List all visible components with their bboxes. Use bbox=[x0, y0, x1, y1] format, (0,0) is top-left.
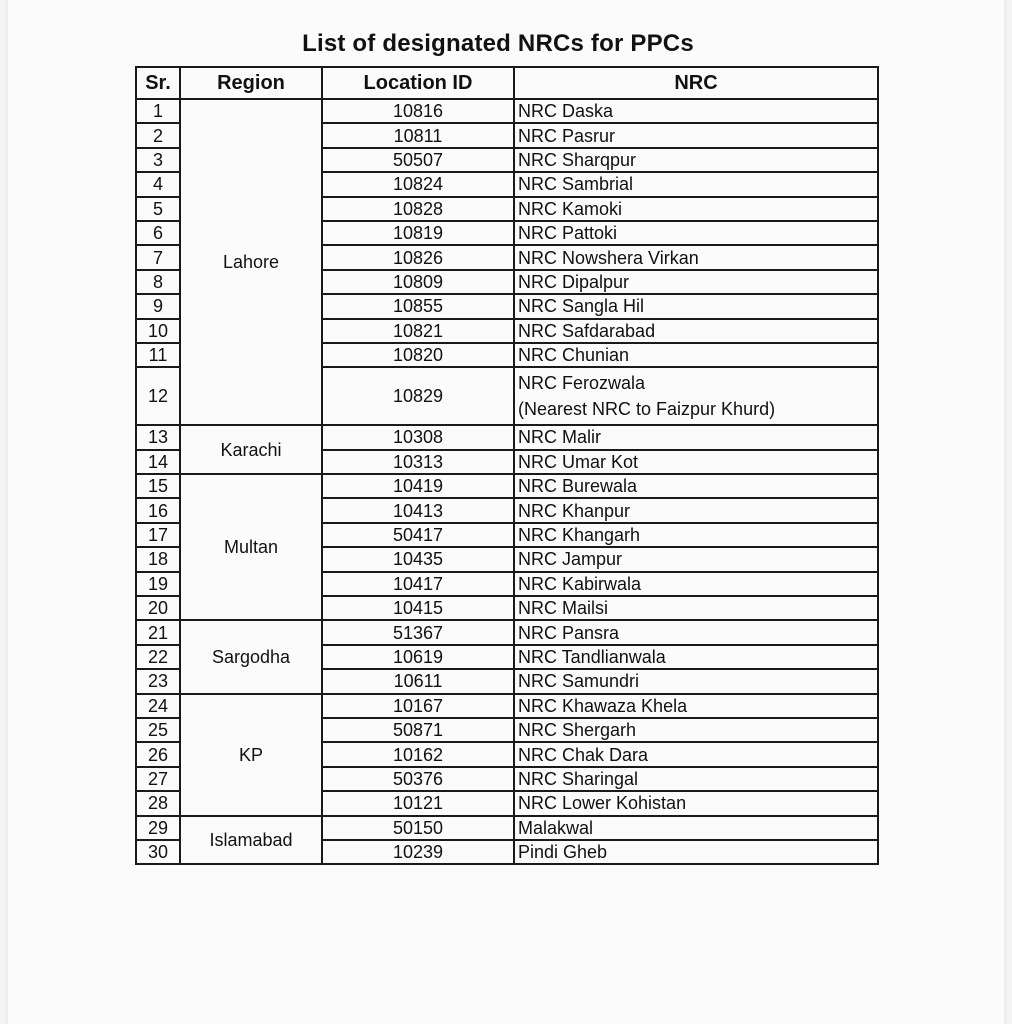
cell-sr: 10 bbox=[136, 319, 180, 343]
cell-sr: 24 bbox=[136, 694, 180, 718]
cell-sr: 1 bbox=[136, 99, 180, 123]
cell-location-id: 50417 bbox=[322, 523, 514, 547]
cell-sr: 20 bbox=[136, 596, 180, 620]
cell-nrc: NRC Nowshera Virkan bbox=[514, 245, 878, 269]
cell-nrc: NRC Chak Dara bbox=[514, 742, 878, 766]
cell-nrc: NRC Pasrur bbox=[514, 123, 878, 147]
cell-sr: 30 bbox=[136, 840, 180, 864]
cell-location-id: 10413 bbox=[322, 498, 514, 522]
cell-location-id: 51367 bbox=[322, 620, 514, 644]
cell-nrc: NRC Tandlianwala bbox=[514, 645, 878, 669]
cell-sr: 5 bbox=[136, 197, 180, 221]
cell-location-id: 10819 bbox=[322, 221, 514, 245]
cell-sr: 25 bbox=[136, 718, 180, 742]
cell-location-id: 10828 bbox=[322, 197, 514, 221]
cell-sr: 26 bbox=[136, 742, 180, 766]
cell-location-id: 10821 bbox=[322, 319, 514, 343]
cell-nrc: NRC Khawaza Khela bbox=[514, 694, 878, 718]
cell-sr: 29 bbox=[136, 816, 180, 840]
cell-nrc: NRC Safdarabad bbox=[514, 319, 878, 343]
cell-location-id: 10619 bbox=[322, 645, 514, 669]
cell-region: Lahore bbox=[180, 99, 322, 425]
cell-location-id: 10809 bbox=[322, 270, 514, 294]
cell-sr: 28 bbox=[136, 791, 180, 815]
header-region: Region bbox=[180, 67, 322, 99]
cell-location-id: 10167 bbox=[322, 694, 514, 718]
cell-sr: 14 bbox=[136, 450, 180, 474]
table-row bbox=[136, 425, 878, 449]
cell-location-id: 50376 bbox=[322, 767, 514, 791]
cell-nrc: NRC Khangarh bbox=[514, 523, 878, 547]
cell-sr: 13 bbox=[136, 425, 180, 449]
cell-nrc: NRC Jampur bbox=[514, 547, 878, 571]
cell-sr: 22 bbox=[136, 645, 180, 669]
cell-location-id: 10826 bbox=[322, 245, 514, 269]
cell-sr: 23 bbox=[136, 669, 180, 693]
cell-nrc: NRC Mailsi bbox=[514, 596, 878, 620]
cell-location-id: 10435 bbox=[322, 547, 514, 571]
cell-nrc: NRC Umar Kot bbox=[514, 450, 878, 474]
table-row bbox=[136, 694, 878, 718]
cell-location-id: 10415 bbox=[322, 596, 514, 620]
cell-nrc: NRC Burewala bbox=[514, 474, 878, 498]
cell-nrc: NRC Shergarh bbox=[514, 718, 878, 742]
cell-region: Multan bbox=[180, 474, 322, 620]
cell-nrc: NRC Sharingal bbox=[514, 767, 878, 791]
cell-location-id: 10417 bbox=[322, 572, 514, 596]
cell-sr: 17 bbox=[136, 523, 180, 547]
cell-location-id: 10824 bbox=[322, 172, 514, 196]
cell-nrc: NRC Sambrial bbox=[514, 172, 878, 196]
cell-nrc: NRC Samundri bbox=[514, 669, 878, 693]
cell-sr: 15 bbox=[136, 474, 180, 498]
cell-sr: 8 bbox=[136, 270, 180, 294]
cell-nrc: NRC Chunian bbox=[514, 343, 878, 367]
cell-sr: 19 bbox=[136, 572, 180, 596]
cell-location-id: 10829 bbox=[322, 367, 514, 425]
table-body bbox=[136, 99, 878, 864]
cell-location-id: 50871 bbox=[322, 718, 514, 742]
cell-region: Islamabad bbox=[180, 816, 322, 865]
cell-location-id: 10419 bbox=[322, 474, 514, 498]
table-row bbox=[136, 816, 878, 840]
cell-location-id: 50507 bbox=[322, 148, 514, 172]
cell-sr: 7 bbox=[136, 245, 180, 269]
table-row bbox=[136, 620, 878, 644]
cell-sr: 6 bbox=[136, 221, 180, 245]
cell-location-id: 10611 bbox=[322, 669, 514, 693]
cell-location-id: 10239 bbox=[322, 840, 514, 864]
cell-nrc: NRC Khanpur bbox=[514, 498, 878, 522]
cell-nrc-note: (Nearest NRC to Faizpur Khurd) bbox=[518, 399, 776, 420]
cell-location-id: 10313 bbox=[322, 450, 514, 474]
cell-location-id: 10162 bbox=[322, 742, 514, 766]
table-row bbox=[136, 474, 878, 498]
cell-region: KP bbox=[180, 694, 322, 816]
cell-nrc: NRC Pansra bbox=[514, 620, 878, 644]
cell-region: Karachi bbox=[180, 425, 322, 474]
cell-sr: 3 bbox=[136, 148, 180, 172]
cell-nrc: Malakwal bbox=[514, 816, 878, 840]
header-location-id: Location ID bbox=[322, 67, 514, 99]
cell-sr: 16 bbox=[136, 498, 180, 522]
cell-region: Sargodha bbox=[180, 620, 322, 693]
cell-sr: 4 bbox=[136, 172, 180, 196]
nrc-table bbox=[135, 66, 879, 865]
cell-nrc-name: NRC Ferozwala bbox=[518, 373, 646, 394]
cell-sr: 27 bbox=[136, 767, 180, 791]
cell-location-id: 10820 bbox=[322, 343, 514, 367]
document-page bbox=[8, 0, 1004, 1024]
cell-sr: 21 bbox=[136, 620, 180, 644]
header-sr: Sr. bbox=[136, 67, 180, 99]
cell-location-id: 10811 bbox=[322, 123, 514, 147]
cell-location-id: 10855 bbox=[322, 294, 514, 318]
cell-sr: 2 bbox=[136, 123, 180, 147]
cell-nrc: NRC Sangla Hil bbox=[514, 294, 878, 318]
cell-nrc: NRC Dipalpur bbox=[514, 270, 878, 294]
document-title: List of designated NRCs for PPCs bbox=[302, 30, 694, 57]
cell-nrc: NRC Daska bbox=[514, 99, 878, 123]
cell-location-id: 10816 bbox=[322, 99, 514, 123]
table-row bbox=[136, 99, 878, 123]
cell-nrc: NRC Pattoki bbox=[514, 221, 878, 245]
header-nrc: NRC bbox=[514, 67, 878, 99]
table-header-row bbox=[136, 67, 878, 99]
cell-nrc: NRC Kabirwala bbox=[514, 572, 878, 596]
cell-nrc: NRC Lower Kohistan bbox=[514, 791, 878, 815]
cell-nrc: NRC Kamoki bbox=[514, 197, 878, 221]
cell-sr: 11 bbox=[136, 343, 180, 367]
cell-nrc: NRC Malir bbox=[514, 425, 878, 449]
cell-nrc: Pindi Gheb bbox=[514, 840, 878, 864]
cell-location-id: 50150 bbox=[322, 816, 514, 840]
cell-nrc bbox=[514, 367, 878, 425]
cell-nrc: NRC Sharqpur bbox=[514, 148, 878, 172]
cell-location-id: 10121 bbox=[322, 791, 514, 815]
cell-location-id: 10308 bbox=[322, 425, 514, 449]
cell-sr: 18 bbox=[136, 547, 180, 571]
cell-sr: 12 bbox=[136, 367, 180, 425]
cell-sr: 9 bbox=[136, 294, 180, 318]
